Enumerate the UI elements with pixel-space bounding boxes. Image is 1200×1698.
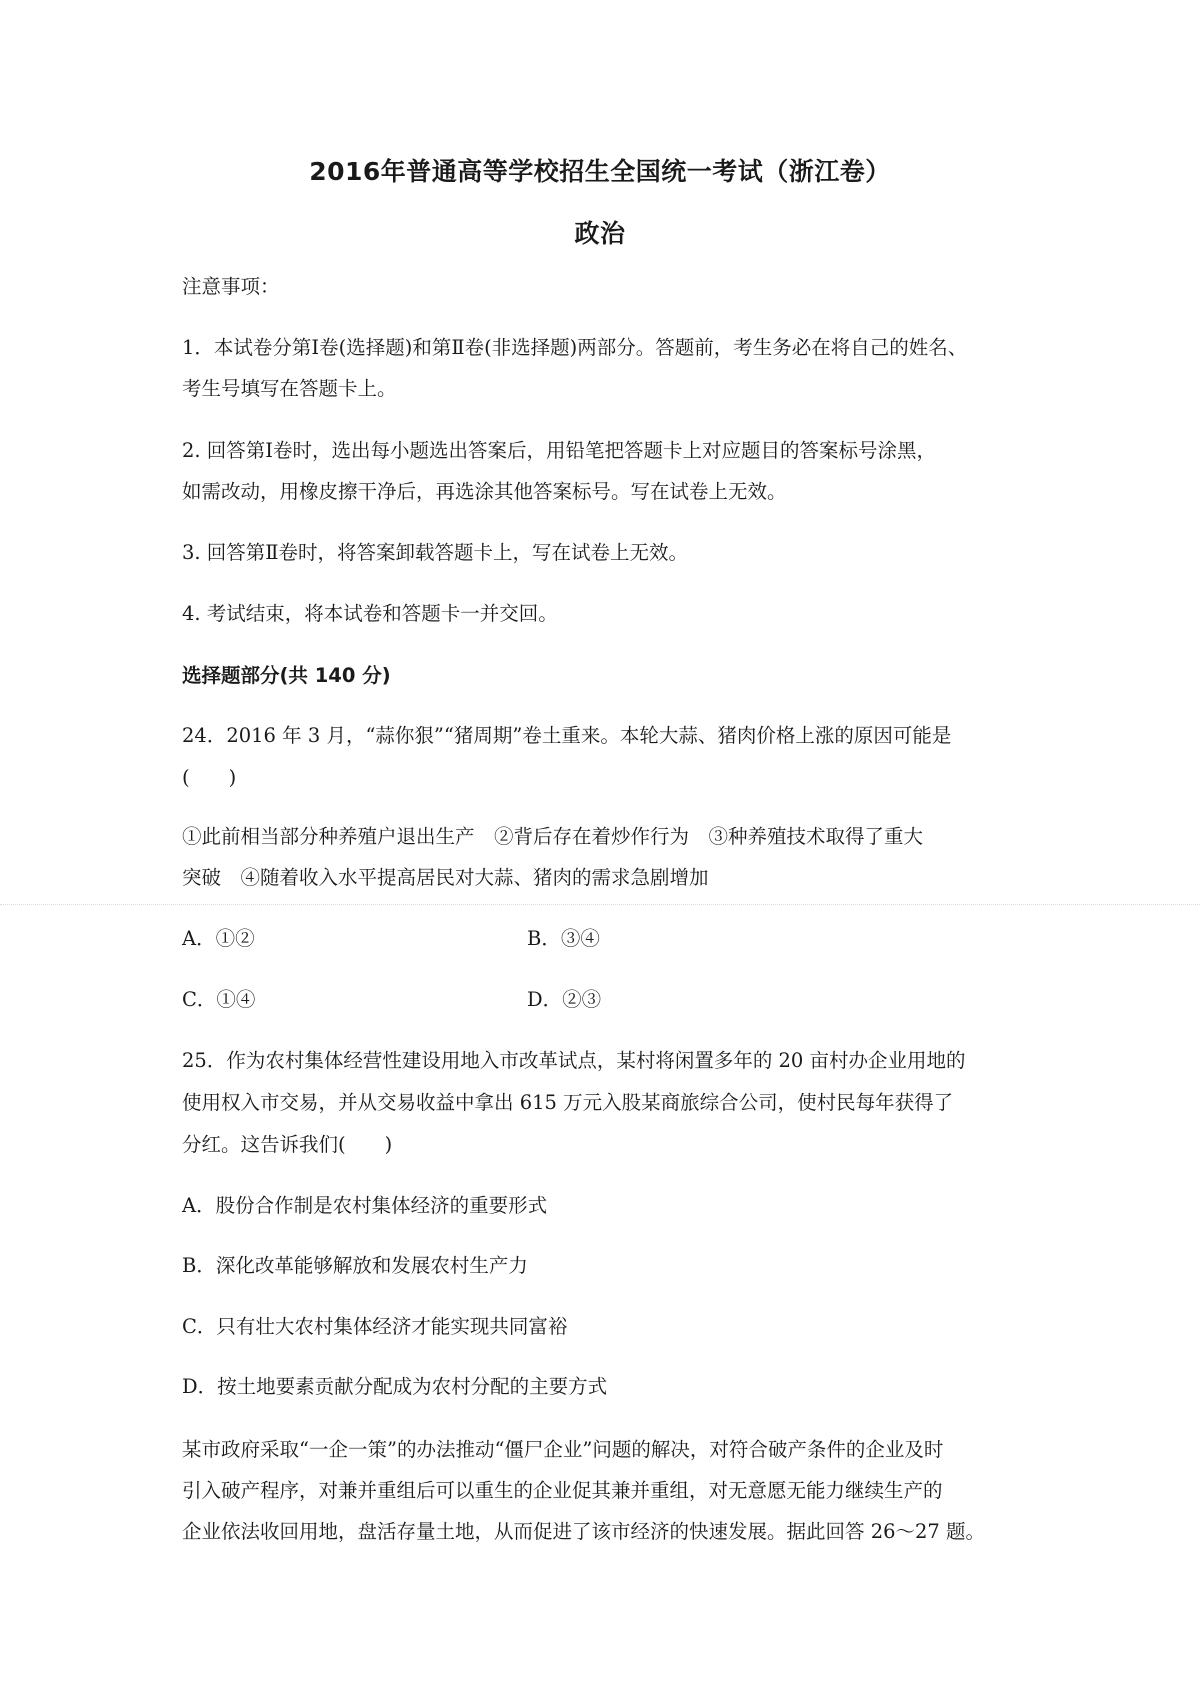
page-divider <box>0 904 1200 905</box>
question-25-stem: 分红。这告诉我们( ) <box>182 1133 393 1156</box>
question-25-stem: 使用权入市交易，并从交易收益中拿出 615 万元入股某商旅综合公司，使村民每年获得了 <box>182 1091 954 1114</box>
question-24-option-b: B．③④ <box>527 927 600 950</box>
question-24-stem: ( ) <box>182 766 237 789</box>
exam-subject: 政治 <box>574 219 626 248</box>
passage-line: 引入破产程序，对兼并重组后可以重生的企业促其兼并重组，对无意愿无能力继续生产的 <box>182 1479 943 1502</box>
passage-line: 某市政府采取“一企一策”的办法推动“僵尸企业”问题的解决，对符合破产条件的企业及时 <box>182 1438 944 1461</box>
question-25-option-b: B．深化改革能够解放和发展农村生产力 <box>182 1254 528 1277</box>
note-line: 1．本试卷分第Ⅰ卷(选择题)和第Ⅱ卷(非选择题)两部分。答题前，考生务必在将自己的姓名、 <box>182 336 968 359</box>
question-24-items: ①此前相当部分种养殖户退出生产 ②背后存在着炒作行为 ③种养殖技术取得了重大 <box>182 825 924 848</box>
section-heading: 选择题部分(共 140 分) <box>182 664 391 687</box>
question-24-option-a: A．①② <box>182 927 255 950</box>
passage-line: 企业依法收回用地，盘活存量土地，从而促进了该市经济的快速发展。据此回答 26～27 题。 <box>182 1520 986 1543</box>
note-line: 考生号填写在答题卡上。 <box>182 377 397 400</box>
note-line: 4. 考试结束，将本试卷和答题卡一并交回。 <box>182 602 558 625</box>
question-24-option-d: D．②③ <box>527 988 602 1011</box>
notes-heading: 注意事项： <box>182 275 280 298</box>
note-line: 3. 回答第Ⅱ卷时，将答案卸载答题卡上，写在试卷上无效。 <box>182 541 689 564</box>
question-25-option-c: C．只有壮大农村集体经济才能实现共同富裕 <box>182 1315 568 1338</box>
question-24-items: 突破 ④随着收入水平提高居民对大蒜、猪肉的需求急剧增加 <box>182 866 709 889</box>
exam-title: 2016年普通高等学校招生全国统一考试（浙江卷） <box>309 157 891 186</box>
question-25-stem: 25．作为农村集体经营性建设用地入市改革试点，某村将闲置多年的 20 亩村办企业用地的 <box>182 1049 966 1072</box>
note-line: 2. 回答第Ⅰ卷时，选出每小题选出答案后，用铅笔把答题卡上对应题目的答案标号涂黑， <box>182 439 937 462</box>
question-24-stem: 24．2016 年 3 月，“蒜你狠”“猪周期”卷土重来。本轮大蒜、猪肉价格上涨的原因可能是 <box>182 724 952 747</box>
question-24-option-c: C．①④ <box>182 988 256 1011</box>
question-25-option-d: D．按土地要素贡献分配成为农村分配的主要方式 <box>182 1375 608 1398</box>
note-line: 如需改动，用橡皮擦干净后，再选涂其他答案标号。写在试卷上无效。 <box>182 480 787 503</box>
question-25-option-a: A．股份合作制是农村集体经济的重要形式 <box>182 1194 548 1217</box>
